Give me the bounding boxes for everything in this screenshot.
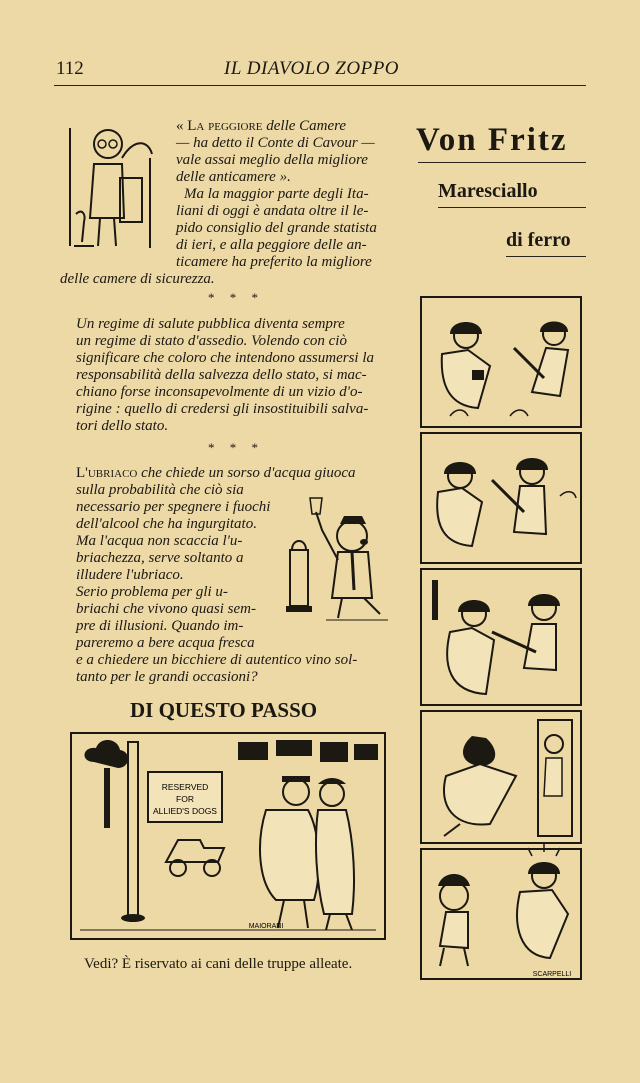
comic-subtitle-2: di ferro	[506, 229, 571, 251]
header-rule	[54, 85, 586, 86]
article-ubriaco-lead: L'ubriaco	[76, 465, 138, 481]
article-regime: Un regime di salute pubblica diventa sempre un regime di stato d'assedio. Volendo con ciò significare che coloro che intendono assumersi la responsabilità della salvezza dello stato, si mac- chiano forse inconsapevolmente di un vizio d'o- rigine : quello di credersi gli insostituibili salva- tori dello stato.	[76, 316, 375, 434]
comic-subtitle-rule-1	[438, 207, 586, 208]
comic-panel-4	[421, 711, 581, 843]
sign-line-2: FOR	[176, 794, 194, 804]
sign-line-3: ALLIED'S DOGS	[153, 806, 217, 816]
article-cavour-lead: « La peggiore	[176, 118, 263, 134]
publication-title: IL DIAVOLO ZOPPO	[224, 58, 400, 79]
cartoon-caption: Vedi? È riservato ai cani delle truppe alleate.	[84, 956, 353, 972]
separator-2: * * *	[208, 440, 264, 455]
von-fritz-comic-strip	[420, 296, 582, 982]
cartoon-artist-signature: MAIORANI	[248, 923, 284, 930]
comic-panel-5	[421, 842, 581, 979]
sign-line-1: RESERVED	[161, 782, 209, 792]
comic-panel-1	[421, 297, 581, 427]
comic-subtitle-1: Maresciallo	[438, 180, 538, 202]
article-ubriaco: L'ubriaco che chiede un sorso d'acqua giuoca sulla probabilità che ciò sia necessario per spegnere i fuochi dell'alcool che ha ingurgitato. Ma l'acqua non scaccia l'u- briachezza, serve soltanto a illudere l'ubriaco. Serio problema per gli u- briachi che vivono quasi sem- pre di illusioni. Quando im- pareremo a bere acqua fresca e a chiedere un bicchiere di autentico vino sol- tanto per le grandi occasioni?	[76, 465, 358, 685]
comic-panel-3	[421, 569, 581, 705]
page-number: 112	[56, 58, 84, 79]
comic-artist-signature: SCARPELLI	[532, 971, 572, 978]
comic-subtitle-rule-2	[506, 256, 586, 257]
separator-1: * * *	[208, 290, 264, 305]
tree-trunk	[104, 768, 110, 828]
allied-dogs-cartoon	[70, 732, 386, 940]
man-left-body	[260, 810, 319, 900]
comic-title-rule	[418, 162, 586, 163]
cartoon-title: DI QUESTO PASSO	[130, 698, 318, 722]
article-cavour: « La peggiore delle Camere — ha detto il Conte di Cavour — vale assai meglio della migliore delle anticamere ». Ma la maggior parte degli Ita- liani di oggi è andata oltre il le- pido consiglio del grande statista di ieri, e alla peggiore delle an- ticamere ha preferito la migliore delle camere di sicurezza.	[60, 118, 377, 287]
drunkard-illustration	[282, 490, 394, 624]
comic-panel-2	[421, 433, 581, 563]
man-right-body	[316, 810, 354, 914]
comic-title: Von Fritz	[416, 122, 568, 158]
